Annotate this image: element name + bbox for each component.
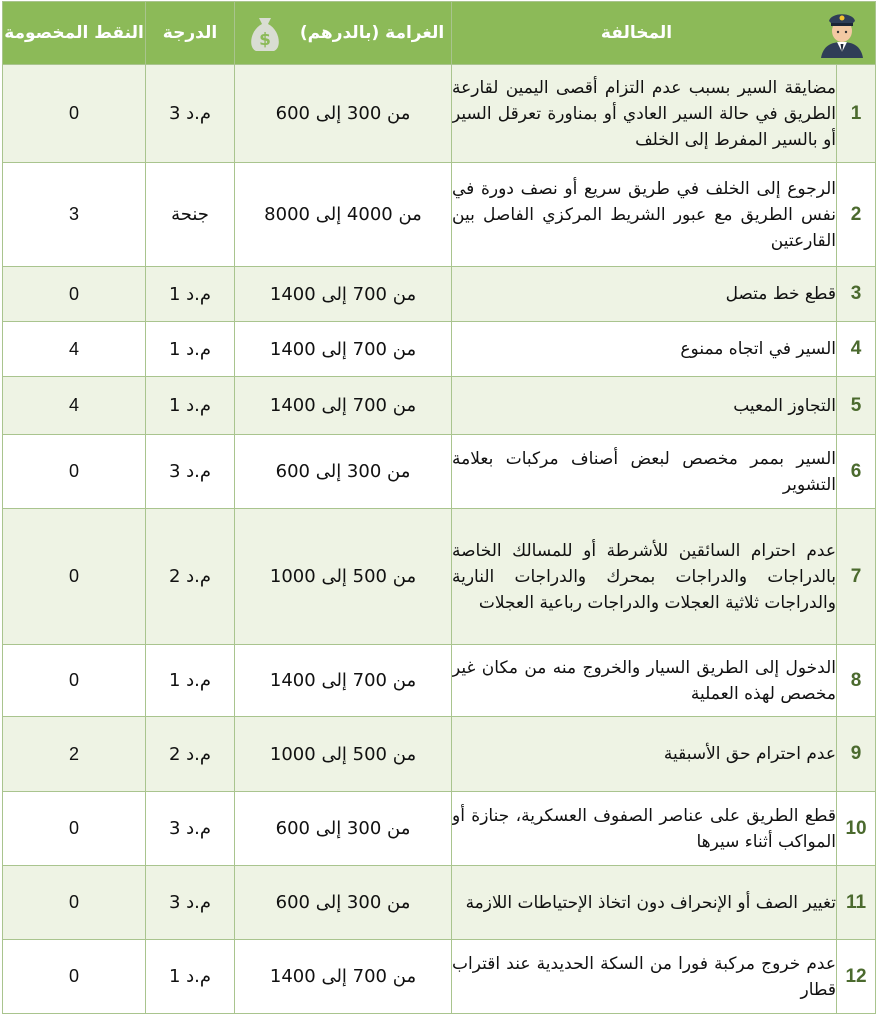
violation-cell: قطع الطريق على عناصر الصفوف العسكرية، جنازة أو المواكب أثناء سيرها — [452, 792, 837, 866]
violation-cell: مضايقة السير بسبب عدم التزام أقصى اليمين لقارعة الطريق في حالة السير العادي أو بمناورة تعرقل السير أو بالسير المفرط إلى الخلف — [452, 65, 837, 163]
table-header-row — [3, 2, 876, 65]
table-row — [3, 509, 876, 645]
violation-cell: السير في اتجاه ممنوع — [452, 322, 837, 377]
table-row — [3, 940, 876, 1014]
points-cell: 4 — [3, 377, 146, 435]
degree-cell: م.د 2 — [146, 509, 235, 645]
table-row — [3, 65, 876, 163]
points-cell: 4 — [3, 322, 146, 377]
table-row — [3, 163, 876, 267]
row-number: 6 — [837, 435, 876, 509]
table-row — [3, 792, 876, 866]
degree-cell: م.د 2 — [146, 717, 235, 792]
violation-cell: الرجوع إلى الخلف في طريق سريع أو نصف دورة في نفس الطريق مع عبور الشريط المركزي الفاصل بين القارعتين — [452, 163, 837, 267]
points-cell: 0 — [3, 792, 146, 866]
points-cell: 2 — [3, 717, 146, 792]
table-row — [3, 717, 876, 792]
fine-cell: من 700 إلى 1400 — [235, 267, 452, 322]
traffic-fines-table — [2, 1, 876, 1014]
degree-cell: م.د 1 — [146, 267, 235, 322]
degree-cell: م.د 1 — [146, 940, 235, 1014]
violation-cell: تغيير الصف أو الإنحراف دون اتخاذ الإحتياطات اللازمة — [452, 866, 837, 940]
points-cell: 0 — [3, 267, 146, 322]
violation-cell: الدخول إلى الطريق السيار والخروج منه من مكان غير مخصص لهذه العملية — [452, 645, 837, 717]
fine-cell: من 500 إلى 1000 — [235, 509, 452, 645]
degree-cell: م.د 3 — [146, 866, 235, 940]
degree-cell: م.د 3 — [146, 435, 235, 509]
fine-cell: من 700 إلى 1400 — [235, 645, 452, 717]
table-row — [3, 435, 876, 509]
row-number: 5 — [837, 377, 876, 435]
row-number: 1 — [837, 65, 876, 163]
row-number: 2 — [837, 163, 876, 267]
fine-cell: من 500 إلى 1000 — [235, 717, 452, 792]
row-number: 3 — [837, 267, 876, 322]
points-cell: 0 — [3, 866, 146, 940]
fine-cell: من 300 إلى 600 — [235, 792, 452, 866]
violation-cell: عدم احترام السائقين للأشرطة أو للمسالك الخاصة بالدراجات والدراجات بمحرك والدراجات النارية والدراجات ثلاثية العجلات والدراجات رباعية العجلات — [452, 509, 837, 645]
police-officer-icon — [815, 6, 869, 60]
table-row — [3, 645, 876, 717]
table-row — [3, 267, 876, 322]
row-number: 10 — [837, 792, 876, 866]
svg-text:$: $ — [258, 30, 271, 50]
fine-cell: من 700 إلى 1400 — [235, 940, 452, 1014]
table-row — [3, 322, 876, 377]
points-cell: 0 — [3, 65, 146, 163]
points-cell: 0 — [3, 940, 146, 1014]
row-number: 9 — [837, 717, 876, 792]
degree-cell: م.د 1 — [146, 645, 235, 717]
table-row — [3, 866, 876, 940]
header-degree: الدرجة — [146, 2, 235, 65]
violation-cell: السير بممر مخصص لبعض أصناف مركبات بعلامة التشوير — [452, 435, 837, 509]
header-violation — [452, 2, 876, 65]
fine-cell: من 4000 إلى 8000 — [235, 163, 452, 267]
header-fine-label: الغرامة (بالدرهم) — [299, 23, 445, 43]
row-number: 4 — [837, 322, 876, 377]
degree-cell: جنحة — [146, 163, 235, 267]
row-number: 7 — [837, 509, 876, 645]
fine-cell: من 300 إلى 600 — [235, 435, 452, 509]
fine-cell: من 700 إلى 1400 — [235, 322, 452, 377]
header-points: النقط المخصومة — [3, 2, 146, 65]
fine-cell: من 300 إلى 600 — [235, 866, 452, 940]
violation-cell: عدم احترام حق الأسبقية — [452, 717, 837, 792]
points-cell: 0 — [3, 509, 146, 645]
points-cell: 3 — [3, 163, 146, 267]
money-bag-icon — [242, 10, 288, 56]
degree-cell: م.د 3 — [146, 65, 235, 163]
row-number: 8 — [837, 645, 876, 717]
header-violation-label: المخالفة — [600, 23, 673, 43]
violation-cell: قطع خط متصل — [452, 267, 837, 322]
degree-cell: م.د 1 — [146, 322, 235, 377]
points-cell: 0 — [3, 435, 146, 509]
degree-cell: م.د 3 — [146, 792, 235, 866]
violation-cell: عدم خروج مركبة فورا من السكة الحديدية عند اقتراب قطار — [452, 940, 837, 1014]
row-number: 11 — [837, 866, 876, 940]
row-number: 12 — [837, 940, 876, 1014]
fine-cell: من 300 إلى 600 — [235, 65, 452, 163]
fine-cell: من 700 إلى 1400 — [235, 377, 452, 435]
header-fine — [235, 2, 452, 65]
violation-cell: التجاوز المعيب — [452, 377, 837, 435]
table-row — [3, 377, 876, 435]
points-cell: 0 — [3, 645, 146, 717]
degree-cell: م.د 1 — [146, 377, 235, 435]
